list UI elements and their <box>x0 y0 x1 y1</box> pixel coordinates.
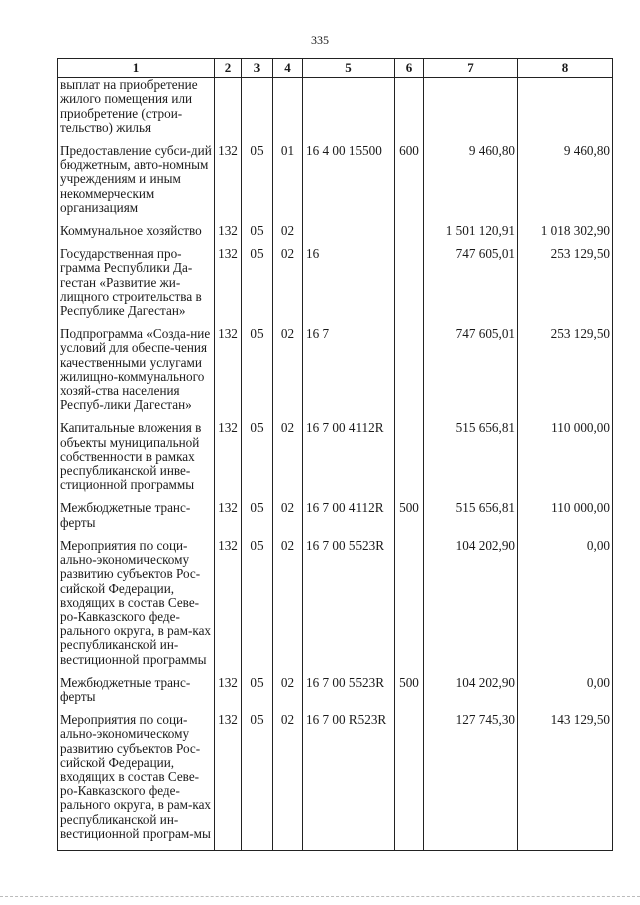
target-article-cell: 16 <box>303 247 395 327</box>
row-name-cell: Межбюджетные транс-ферты <box>58 501 215 538</box>
amount-year2-cell: 253 129,50 <box>518 327 613 421</box>
row-name-cell: Предоставление субси-дий бюджетным, авто-номным учреждениям и иным некоммерческим организациям <box>58 144 215 224</box>
table-row <box>58 224 613 247</box>
amount-year1-cell: 9 460,80 <box>424 144 518 224</box>
target-article-cell: 16 7 00 R523R <box>303 713 395 850</box>
amount-year2-cell <box>518 78 613 144</box>
table-row <box>58 247 613 327</box>
table-row <box>58 78 613 144</box>
section-code-cell: 05 <box>242 713 273 850</box>
row-name-cell: Государственная про-грамма Республики Да-гестан «Развитие жи-лищного строительства в Республике Дагестан» <box>58 247 215 327</box>
section-code-cell: 05 <box>242 144 273 224</box>
target-article-cell: 16 7 <box>303 327 395 421</box>
expense-type-cell <box>395 247 424 327</box>
target-article-cell <box>303 224 395 247</box>
section-code-cell: 05 <box>242 539 273 676</box>
subsection-code-cell: 02 <box>273 421 303 501</box>
row-name-cell: Капитальные вложения в объекты муниципальной собственности в рамках республиканской инве-стиционной программы <box>58 421 215 501</box>
row-name-cell: Подпрограмма «Созда-ние условий для обеспе-чения качественными услугами жилищно-коммунального хозяй-ства населения Респуб-лики Дагестан» <box>58 327 215 421</box>
row-name-cell: Мероприятия по соци-ально-экономическому развитию субъектов Рос-сийской Федерации, входящих в состав Севе-ро-Кавказского феде-рального округа, в рам-ках республиканской ин-вестиционной программы <box>58 539 215 676</box>
admin-code-cell: 132 <box>215 327 242 421</box>
target-article-cell: 16 7 00 5523R <box>303 676 395 713</box>
budget-table <box>57 58 613 851</box>
amount-year1-cell: 127 745,30 <box>424 713 518 850</box>
admin-code-cell <box>215 78 242 144</box>
subsection-code-cell: 02 <box>273 713 303 850</box>
subsection-code-cell: 02 <box>273 247 303 327</box>
section-code-cell: 05 <box>242 676 273 713</box>
column-header: 5 <box>303 59 395 78</box>
amount-year1-cell: 747 605,01 <box>424 327 518 421</box>
target-article-cell <box>303 78 395 144</box>
admin-code-cell: 132 <box>215 247 242 327</box>
section-code-cell: 05 <box>242 247 273 327</box>
amount-year2-cell: 1 018 302,90 <box>518 224 613 247</box>
amount-year2-cell: 110 000,00 <box>518 501 613 538</box>
section-code-cell: 05 <box>242 224 273 247</box>
target-article-cell: 16 7 00 4112R <box>303 501 395 538</box>
table-row <box>58 676 613 713</box>
table-header-row <box>58 59 613 78</box>
table-row <box>58 144 613 224</box>
column-header: 3 <box>242 59 273 78</box>
page-number: 335 <box>311 33 329 47</box>
amount-year2-cell: 9 460,80 <box>518 144 613 224</box>
expense-type-cell: 500 <box>395 501 424 538</box>
admin-code-cell: 132 <box>215 421 242 501</box>
expense-type-cell: 500 <box>395 676 424 713</box>
column-header: 2 <box>215 59 242 78</box>
amount-year1-cell <box>424 78 518 144</box>
expense-type-cell <box>395 421 424 501</box>
amount-year1-cell: 104 202,90 <box>424 676 518 713</box>
row-name-cell: Межбюджетные транс-ферты <box>58 676 215 713</box>
subsection-code-cell: 02 <box>273 539 303 676</box>
row-name-cell: выплат на приобретение жилого помещения или приобретение (строи-тельство) жилья <box>58 78 215 144</box>
subsection-code-cell: 02 <box>273 327 303 421</box>
target-article-cell: 16 7 00 5523R <box>303 539 395 676</box>
subsection-code-cell: 02 <box>273 224 303 247</box>
section-code-cell <box>242 78 273 144</box>
expense-type-cell <box>395 539 424 676</box>
amount-year1-cell: 515 656,81 <box>424 501 518 538</box>
expense-type-cell <box>395 327 424 421</box>
amount-year2-cell: 110 000,00 <box>518 421 613 501</box>
amount-year2-cell: 0,00 <box>518 676 613 713</box>
column-header: 7 <box>424 59 518 78</box>
target-article-cell: 16 7 00 4112R <box>303 421 395 501</box>
admin-code-cell: 132 <box>215 144 242 224</box>
subsection-code-cell: 02 <box>273 676 303 713</box>
amount-year2-cell: 0,00 <box>518 539 613 676</box>
subsection-code-cell <box>273 78 303 144</box>
amount-year2-cell: 253 129,50 <box>518 247 613 327</box>
column-header: 6 <box>395 59 424 78</box>
amount-year1-cell: 104 202,90 <box>424 539 518 676</box>
section-code-cell: 05 <box>242 421 273 501</box>
table-row <box>58 421 613 501</box>
table-row <box>58 539 613 676</box>
table-row <box>58 501 613 538</box>
expense-type-cell <box>395 713 424 850</box>
page-bottom-rule <box>0 896 640 897</box>
section-code-cell: 05 <box>242 327 273 421</box>
amount-year1-cell: 515 656,81 <box>424 421 518 501</box>
amount-year2-cell: 143 129,50 <box>518 713 613 850</box>
column-header: 4 <box>273 59 303 78</box>
target-article-cell: 16 4 00 15500 <box>303 144 395 224</box>
admin-code-cell: 132 <box>215 676 242 713</box>
row-name-cell: Коммунальное хозяйство <box>58 224 215 247</box>
table-row <box>58 713 613 850</box>
column-header: 8 <box>518 59 613 78</box>
expense-type-cell: 600 <box>395 144 424 224</box>
section-code-cell: 05 <box>242 501 273 538</box>
admin-code-cell: 132 <box>215 224 242 247</box>
amount-year1-cell: 1 501 120,91 <box>424 224 518 247</box>
row-name-cell: Мероприятия по соци-ально-экономическому развитию субъектов Рос-сийской Федерации, входящих в состав Севе-ро-Кавказского феде-рального округа, в рам-ках республиканской ин-вестиционной програм-мы <box>58 713 215 850</box>
admin-code-cell: 132 <box>215 713 242 850</box>
column-header: 1 <box>58 59 215 78</box>
table-row <box>58 327 613 421</box>
expense-type-cell <box>395 224 424 247</box>
amount-year1-cell: 747 605,01 <box>424 247 518 327</box>
subsection-code-cell: 01 <box>273 144 303 224</box>
admin-code-cell: 132 <box>215 539 242 676</box>
expense-type-cell <box>395 78 424 144</box>
admin-code-cell: 132 <box>215 501 242 538</box>
subsection-code-cell: 02 <box>273 501 303 538</box>
